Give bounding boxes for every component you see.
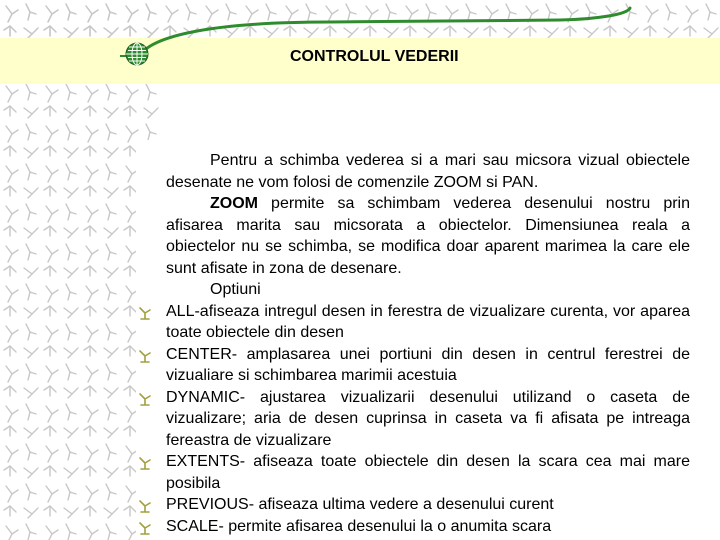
bullet-icon	[138, 392, 152, 406]
list-item	[166, 301, 690, 344]
list-item	[166, 387, 690, 452]
list-item	[166, 494, 690, 516]
option-text: EXTENTS- afiseaza toate obiectele din desen la scara cea mai mare posibila	[166, 453, 690, 492]
bullet-icon	[138, 306, 152, 320]
option-text: ALL-afiseaza intregul desen in ferestra de vizualizare curenta, vor aparea toate obiectele din desen	[166, 302, 690, 341]
bullet-icon	[138, 456, 152, 470]
options-label: Optiuni	[210, 281, 261, 298]
zoom-keyword: ZOOM	[210, 195, 258, 212]
list-item	[166, 451, 690, 494]
intro-paragraph: Pentru a schimba vederea si a mari sau micsora vizual obiectele desenate ne vom folosi de comenzile ZOOM si PAN.	[166, 152, 690, 191]
list-item	[166, 344, 690, 387]
zoom-description: permite sa schimbam vederea desenului nostru prin afisarea marita sau micsorata a obiectelor. Dimensiunea reala a obiectelor nu se schimba, se modifica doar aparent marimea la care ele sunt afisate in zona de desenare.	[166, 195, 690, 277]
list-item	[166, 516, 690, 538]
option-text: PREVIOUS- afiseaza ultima vedere a desenului curent	[166, 496, 554, 513]
zoom-paragraph	[166, 193, 690, 279]
option-text: SCALE- permite afisarea desenului la o anumita scara	[166, 517, 552, 535]
bullet-icon	[138, 521, 152, 535]
bullet-icon	[138, 499, 152, 513]
globe-icon	[124, 41, 150, 67]
slide-title: CONTROLUL VEDERII	[290, 48, 459, 65]
option-text: DYNAMIC- ajustarea vizualizarii desenului utilizand o caseta de vizualizare; aria de desen cuprinsa in caseta va fi afisata pe intreaga fereastra de vizualizare	[166, 388, 690, 449]
slide-content	[166, 150, 690, 537]
options-list	[166, 301, 690, 538]
option-text: CENTER- amplasarea unei portiuni din desen in centrul ferestrei de vizualiare si schimbarea marimii acestuia	[166, 345, 690, 384]
bullet-icon	[138, 349, 152, 363]
